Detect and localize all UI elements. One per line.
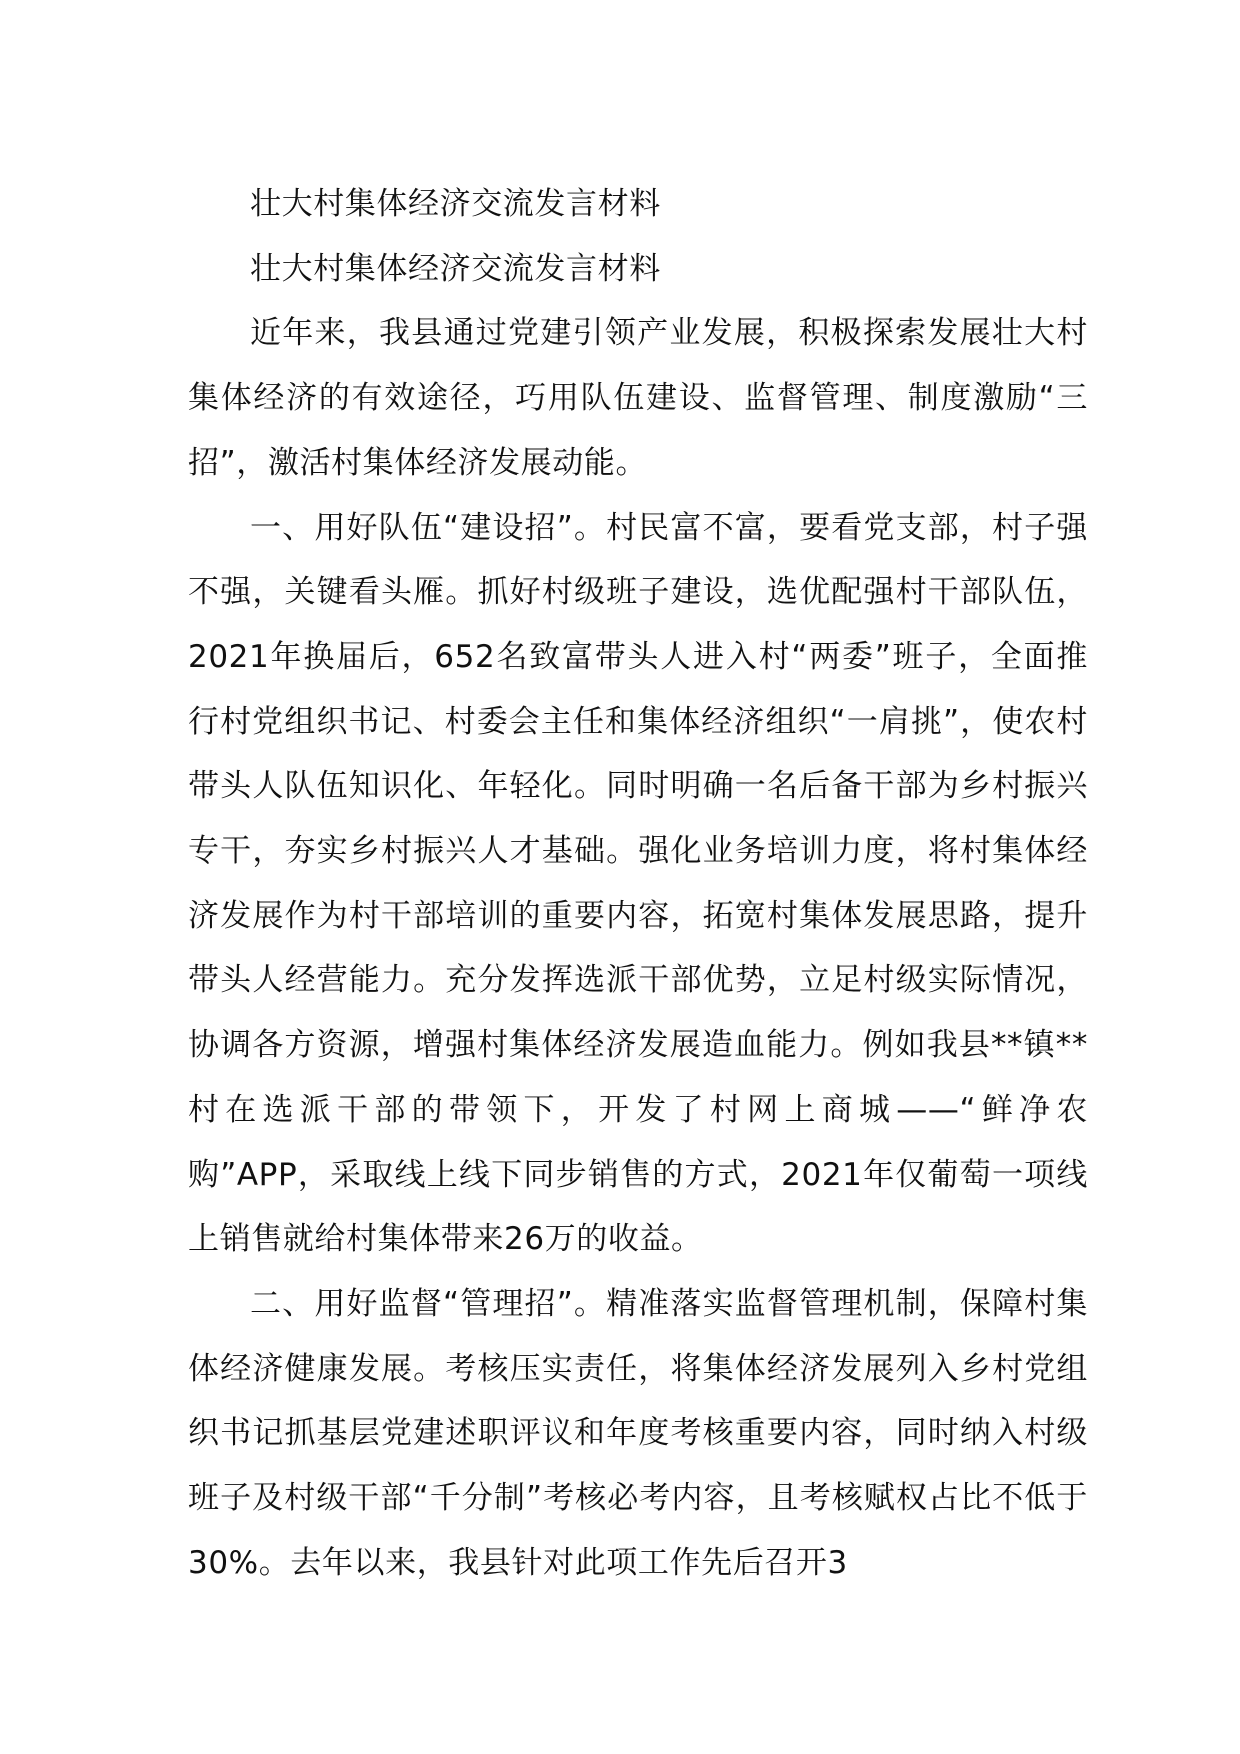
paragraph-intro: 近年来，我县通过党建引领产业发展，积极探索发展壮大村集体经济的有效途径，巧用队伍建设、监督管理、制度激励“三招”，激活村集体经济发展动能。 xyxy=(188,315,1088,481)
paragraph-section-two: 二、用好监督“管理招”。精准落实监督管理机制，保障村集体经济健康发展。考核压实责任，将集体经济发展列入乡村党组织书记抓基层党建述职评议和年度考核重要内容，同时纳入村级班子及村级干部“千分制”考核必考内容，且考核赋权占比不低于30%。去年以来，我县针对此项工作先后召开3 xyxy=(188,1285,1088,1581)
document-title: 壮大村集体经济交流发言材料 xyxy=(250,186,661,222)
document-subtitle: 壮大村集体经济交流发言材料 xyxy=(250,250,661,287)
paragraph-section-one: 一、用好队伍“建设招”。村民富不富，要看党支部，村子强不强，关键看头雁。抓好村级班子建设，选优配强村干部队伍，2021年换届后，652名致富带头人进入村“两委”班子，全面推行村党组织书记、村委会主任和集体经济组织“一肩挑”，使农村带头人队伍知识化、年轻化。同时明确一名后备干部为乡村振兴专干，夯实乡村振兴人才基础。强化业务培训力度，将村集体经济发展作为村干部培训的重要内容，拓宽村集体发展思路，提升带头人经营能力。充分发挥选派干部优势，立足村级实际情况，协调各方资源，增强村集体经济发展造血能力。例如我县**镇**村在选派干部的带领下，开发了村网上商城——“鲜净农购”APP，采取线上线下同步销售的方式，2021年仅葡萄一项线上销售就给村集体带来26万的收益。 xyxy=(188,509,1088,1258)
document-body xyxy=(188,172,1088,1595)
